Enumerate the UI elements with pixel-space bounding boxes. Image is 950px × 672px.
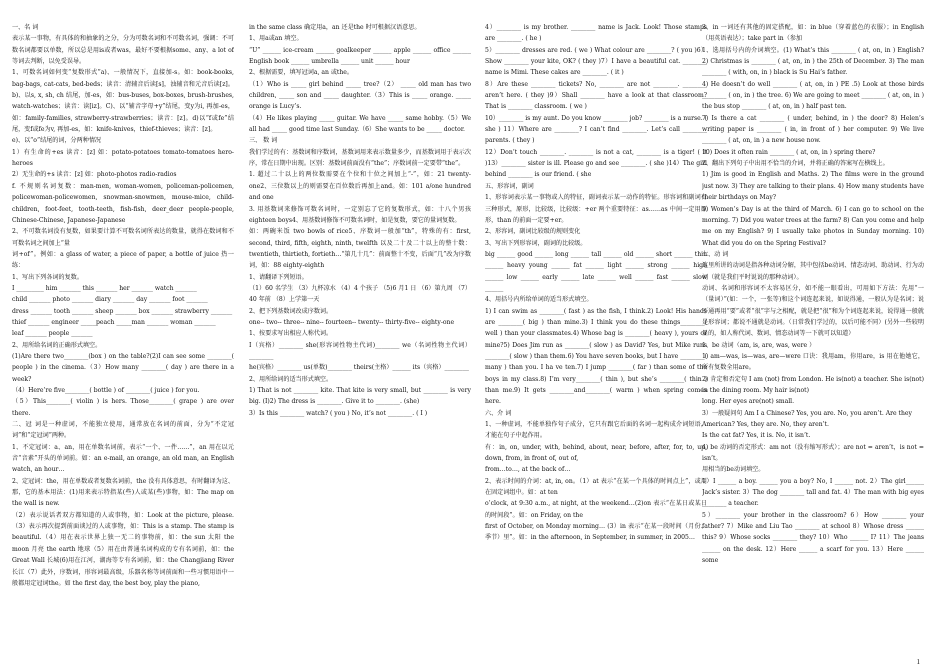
paragraph: 1) am—was, is—was, are—were 口诀：我用am，你用are，is 用在他她它，所有复数全用are。 <box>702 352 924 372</box>
paragraph: 1) That is not ________ kite. That kite is very small, but ________ is very big. (I)2) The dress is ________. Give it to ________. (she) <box>249 387 471 406</box>
paragraph: thief _______ engineer _____peach _____man _______ woman _______ <box>12 318 216 326</box>
column-2 <box>249 22 471 662</box>
paragraph: 2、表示时间的介词：at, in, on。（1）at 表示“在某一个具体的时间点上”，或用在固定词组中。如：at ten <box>485 477 707 497</box>
paragraph: 1、选用括号内的介词填空。(1) What’s this ________ ( at, on, in ) English? 2) Christmas is ________ ( at, on, in ) the 25th of December. 3) The man ________ ( with, on, in ) black is Su Hai’s father. <box>702 46 924 77</box>
paragraph: 5) Women’s Day is at the third of March. 6) I can go to school on the morning. 7) Did you water trees at the farm? 8) Can you come and help me on my English? 9) I usually take photos in Sunday morning. 10) What did you do on the Spring Festival? <box>702 205 924 247</box>
paragraph: long. Her eyes are(not) small. <box>702 398 795 406</box>
paragraph: e)、以“o”结尾的词，分两种情况 <box>12 137 102 145</box>
paragraph: 3、写出下列形容词，副词的比较级。 <box>485 239 587 247</box>
paragraph: 2）无生命的+s 读音：[z] 如：photo-photos radio-radios <box>12 171 177 179</box>
column-3 <box>485 22 707 662</box>
paragraph: 如：两碗米饭 two bowls of rice5、序数词一般加“th”，特殊的有：first, second, third, fifth, eighth, ninth, twelfth 以及二十及二十以上的整十数：twentieth, thirtieth, fortieth…“第几十几”：前面整十不变，后面“几”改为序数词，如：88 eighty-eighth <box>249 228 471 270</box>
paragraph: 1. 超过二十以上的两位数需要在个位和十位之间加上“-”，如：21 twenty-one2、三位数以上的则需要在百位数后再加上and。如：101 a/one hundred and one <box>249 171 471 202</box>
paragraph: leaf _______ people _______ <box>12 330 93 338</box>
paragraph: （4）Here’re five________( bottle ) of ________( juice ) for you. <box>12 387 200 394</box>
paragraph: 2、用所给名词的正确形式填空。 <box>12 341 102 349</box>
paragraph: 1、用a或an 填空。 <box>249 35 303 43</box>
paragraph: 3）Is this ________ watch? ( you ) No, it’s not ________. ( I ) <box>249 409 428 417</box>
paragraph: 4、用括号内所给单词的适当形式填空。 <box>485 296 593 304</box>
paragraph: 二、冠 词是一种虚词，不能独立使用，通常放在名词的前面，分为“不定冠词”和“定冠词”两种。 <box>12 421 234 440</box>
paragraph: 用相当的be动词填空。 <box>702 466 765 474</box>
paragraph: American? Yes, they are. No, they aren’t. <box>702 421 829 429</box>
paragraph: 3）一般疑问句 Am I a Chinese? Yes, you are. No, you aren’t. Are they <box>702 409 912 417</box>
paragraph: big ______ good ______ long ______ tall ______ old ______ short ______ thin ______ heavy young ______ fat ______ light ______ strong ______ high ______ low ______ early ______ late ______ well ______ fast ______ slow ______ <box>485 250 707 292</box>
paragraph: o’clock, at 9:30 a.m., at night, at the weekend…(2)on 表示“在某日或某日的时间段”。如：on Friday, on the <box>485 500 707 519</box>
paragraph: 六、介 词 <box>485 409 512 417</box>
paragraph: 2、把下列基数词改成序数词。 <box>249 307 333 315</box>
paragraph: 5）________ dresses are red. ( we ) What colour are ________? ( you )6）Show ________ your kite, OK? ( they )7）I have a beautiful cat. ________ name is Mimi. These cakes are ________. ( it ) <box>485 46 707 77</box>
paragraph: 2、不可数名词没有复数，如果要计算不可数名词所表达的数量，就得在数词和不可数名词之间加上“量 <box>12 228 234 247</box>
paragraph: 8）Are these ________ tickets? No, ________ are not ________. ________ aren’t here. ( they )9）Shall ________ have a look at that classroom? That is ________ classroom. ( we ) <box>485 80 707 111</box>
paragraph: 这里所讲的动词是指各种动词分解，其中包括be动词、情态动词、助动词、行为动词（就是我们平时说说的那种动词）。 <box>702 262 924 281</box>
paragraph: （5）This________( violin ) is hers. Those________( grape ) are over there. <box>12 398 234 417</box>
paragraph: 1) I can swim as ________( fast ) as the fish, I think.2) Look! His hands are ________( big ) than mine.3) I think you do these things________( well ) than your classmates.4) Whose bag is ________( heavy ), yours or mine?5) Does Jim run as ________( slow ) as David? Yes, but Mike runs ________( slow ) than them.6) You have seven books, but I have ________( many ) than you. I ha ve ten.7) I jump ________( far ) than some of the boys in my class.8) I’m very________( thin ), but she’s ________( thin ) than me.9) It gets ________and________( warm ) when spring comes here. <box>485 307 707 406</box>
paragraph: 一、名 词 <box>12 24 39 31</box>
paragraph: 1、一种虚词，不能单独作句子成分，它只有跟它后面的名词一起构成介词短语，才能在句子中起作用。 <box>485 421 707 440</box>
paragraph: 4) He doesn’t do well ________ ( at, on, in ) PE .5) Look at those birds ________ ( on, in ) the tree. 6) We are going to meet ________ ( at, on, in ) the bus stop ________ ( at, on, in ) half past ten. <box>702 80 924 111</box>
paragraph: 2) 肯定和否定句 I am (not) from London. He is(not) a teacher. She is(not) in the dining room. My hair is(not) <box>702 375 924 394</box>
paragraph: 10) Does it often rain ________ ( at, on, in ) spring there? <box>702 148 876 156</box>
paragraph: 1、写出下列各词的复数。 <box>12 273 83 281</box>
paragraph: 10）________ is my aunt. Do you know ________ job? ________ is a nurse. ( she ) 11）Where are ________? I can’t find ________. Let’s call ________ parents. ( they ) <box>485 114 707 145</box>
paragraph: 1、be 动词（am, is, are, was, were ） <box>702 341 816 349</box>
paragraph: 1）I ______ a boy. ______ you a boy? No, I ______ not. 2）The girl______ Jack’s sister. 3）The dog ________ tall and fat. 4）The man with big eyes ________ a teacher. <box>702 477 924 508</box>
paragraph: 3. 用基数词来修饰可数名词时，一定别忘了它的复数形式，如：十八个男孩 eighteen boys4、用基数词修饰不可数名词时，如是复数，要它的量词复数。 <box>249 205 471 224</box>
paragraph: 1、不定冠词：a、an，用在单数名词前，表示“一个、一件……”，an 用在以元音“音素”开头的单词前。如：an e-mail, an orange, an old man, an English watch, an hour… <box>12 443 234 474</box>
paragraph: 1、按要求写出相应人称代词。 <box>249 330 333 338</box>
paragraph: 1）有生命的+es 读音：[z] 如：potato-potatoes tomato-tomatoes hero-heroes <box>12 148 234 168</box>
paragraph: 有：in, on, under, with, behind, about, near, before, after, for, to, up, down, from, in front of, out of, <box>485 443 707 463</box>
paragraph: 2、根据需要，填写冠词a, an 或the。 <box>249 69 353 77</box>
paragraph: I（宾格）________ she(形容词性物主代词)________ we（名词性物主代词）________ <box>249 341 471 360</box>
paragraph: 我们学过的有：基数词和序数词，基数词用来表示数量多少，而基数词用于表示次序，常在日期中出现。区别：基数词前面没有“the”；序数词前一定要带“the”。 <box>249 148 471 168</box>
paragraph: 1、可数名词如何变“复数形式”a)、一般情况下，直接加-s。如：book-books, bag-bags, cat-cats, bed-beds；读音：清辅音后读[s]，浊辅音和元音后读[z]。b)、以s, x, sh, ch 结尾，加-es，如：bus-buses, box-boxes, brush-brushes, watch-watches；读音：读[iz]。C)、以“辅音字母+y”结尾，变y为i, 再加-es，如：family-families, strawberry-strawberries；读音：[z]。d)以“f或fe”结尾，变f或fe为v, 再加-es，如：knife-knives，thief-thieves；读音：[z]。 <box>12 69 234 134</box>
paragraph: one-- two-- three-- nine-- fourteen-- twenty-- thirty-five-- eighty-one <box>249 318 455 326</box>
paragraph: dress _______ tooth _______ sheep _______ box _______ strawberry _______ <box>12 307 233 315</box>
paragraph: 2、用所给词的适当形式填空。 <box>249 375 333 383</box>
paragraph: in the same class 确定用a，an 还是the 时可根据汉语意思。 <box>249 24 421 31</box>
paragraph: （4）He likes playing _____ guitar. We have _____ same hobby.（5）We all had _____ good time last Sunday.（6）She wants to be _____ doctor. <box>249 114 471 134</box>
paragraph: 7) Is there a cat ________ ( under, behind, in ) the door? 8) Helen’s writing paper is ________ ( in, in front of ) her computer. 9) We live ________ ( at, on, in ) a new house now. <box>702 114 924 145</box>
paragraph: f. 不规则名词复数：man-men, woman-women, policeman-policemen, policewoman-policewomen, snowman-snowmen, mouse-mice, child-children, foot-feet, tooth-teeth, fish-fish, deer_deer people-people, Chinese-Chinese, Japanese-Japanese <box>12 182 234 224</box>
column-4 <box>702 22 924 662</box>
paragraph: 5）________ your brother in the classroom? 6）How ________ your father? 7）Mike and Liu Tao ________ at school 8）Whose dress ______ this? 9）Whose socks ________ they? 10）Who ______ I? 11）The jeans ______ on the desk. 12）Here ______ a scarf for you. 13）Here ______ some <box>702 511 924 565</box>
paragraph: 1、请翻译下列短语。 <box>249 273 308 281</box>
column-1 <box>12 22 234 662</box>
paragraph: 表示某一事物，有具体的和抽象的之分，分为可数名词和不可数名词，强调：不可数名词都要以单数，所以总是用is或者was，最好不要根据some、any、a lot of 等词去判断，以免受误导。 <box>12 35 234 66</box>
paragraph: first of October, on Monday morning… (3）in 表示“在某一段时间（月份、季节）里”。如：in the afternoon, in September, in summer, in 2005… <box>485 523 707 542</box>
paragraph: 3、in 一词还有其他的固定搭配，如：in blue（穿着蓝色的衣服）；in English（用英语表达）；take part in（参加 <box>702 24 924 43</box>
paragraph: (1)Are there two________(box ) on the table?(2)I can see some ________( people ) in the cinema.（3）How many ________( day ) are there in a week? <box>12 352 234 383</box>
paragraph: 2、定冠词：the，用在单数或者复数名词前，the 没有具体意思，有时翻译为这、那，它的基本用法：(1)用来表示特指某(些)人或某(些)事物，如：The map on the wall is new. <box>12 477 234 508</box>
paragraph: 1) Jim is good in English and Maths. 2) The films were in the ground just now. 3) They are talking to their plans. 4) How many students have their birthdays on May? <box>702 171 924 202</box>
paragraph: （1）Who is _____ girl behind _____ tree?（2） _____ old man has two children, _____ son and _____ daughter.（3）This is _____ orange. _____ orange is Lucy’s. <box>249 80 471 111</box>
paragraph: 五、形容词，副词 <box>485 182 534 190</box>
paragraph: Is the cat fat? Yes, it is. No, it isn’t. <box>702 432 811 440</box>
page-number: 1 <box>916 658 920 666</box>
paragraph: 动词、名词和形容词不太容易区分，如不能一眼看出，可用如下方法：先用“一（量词）”(如：一个，一张等)和这个词连起来说，如说得通，一般认为是名词；说不通再用“要”或者“很”字与之相配，就是把“很”和为个词连起来说，说得通一般就是形容词；都说不通就是动词。（日常我们学过的，以后可能不同）(另外一些较明显的，如人称代词、数词、情态动词等一下就可以知道） <box>702 284 924 338</box>
paragraph: 12）Don’t touch ________. ________ is not a cat, ________ is a tiger! ( it )13）________ sister is ill. Please go and see ________. ( she )14）The girl behind ________ is our friend. ( she <box>485 148 707 179</box>
paragraph: 4) be 动词的否定形式：am not（没有缩写形式）；are not = aren’t，is not = isn’t。 <box>702 443 924 463</box>
paragraph: “U” ______ ice-cream ______ goalkeeper ______ apple ______ office ______ English book ______ umbrella ______ unit ______ hour <box>249 46 471 66</box>
paragraph: （2）表示说话者双方都知道的人或事物，如：Look at the picture, please.（3）表示再次提到前面谈过的人或事物，如：This is a stamp. The stamp is beautiful.（4）用在表示世界上独一无二的事物前，如：the sun 太阳 the moon 月亮 the earth 地球（5）用在由普通名词构成的专有名词前，如：the Great Wall 长城(6)用在江河，湖海等专有名词前，如：the Changjiang River 长江（7）此外，序数词，形容词最高级，乐器名称等词前面和一些习惯用语中一般都用定冠词the。如 the first day, the best boy, play the piano, <box>12 511 234 587</box>
paragraph: I _________ him _______ this _______ her _______ watch _______ <box>12 284 197 292</box>
paragraph: 词+of”。例如：a glass of water, a piece of paper, a bottle of juice 热一练： <box>12 250 234 270</box>
paragraph: 七、动 词 <box>702 250 729 258</box>
paragraph: child _______ photo _______ diary _______ day _______ foot _______ <box>12 296 208 304</box>
paragraph: 2、翻出下列句子中出用不恰当的介词，并将正确的答案写在横线上。 <box>702 160 889 168</box>
paragraph: （1）60 名学生 （3）九杯凉水 （4）4 个孩子 （5)6 月1 日 （6）第九周 （7）40 年前 （8）上学第一天 <box>249 284 471 304</box>
paragraph: he(宾格）________ us(单数)________ theirs(主格）______ its（宾格）________ <box>249 364 469 372</box>
paragraph: 三、 数 词 <box>249 137 278 145</box>
paragraph: 4）________ is my brother. ________ name is Jack. Look! Those stamps are ________. ( he ) <box>485 24 707 43</box>
paragraph: from…to…, at the back of… <box>485 466 571 474</box>
paragraph: 2、形容词，副词比较级的规则变化 <box>485 228 581 236</box>
paragraph: 1、形容词表示某一事物或人的特征，副词表示某一动作的特征。形容词和副词有三种形式，原形，比较级，比较级：+er 两个重要特征：as……as 中间一定用原形，than 的前面一定要+er。 <box>485 194 707 224</box>
